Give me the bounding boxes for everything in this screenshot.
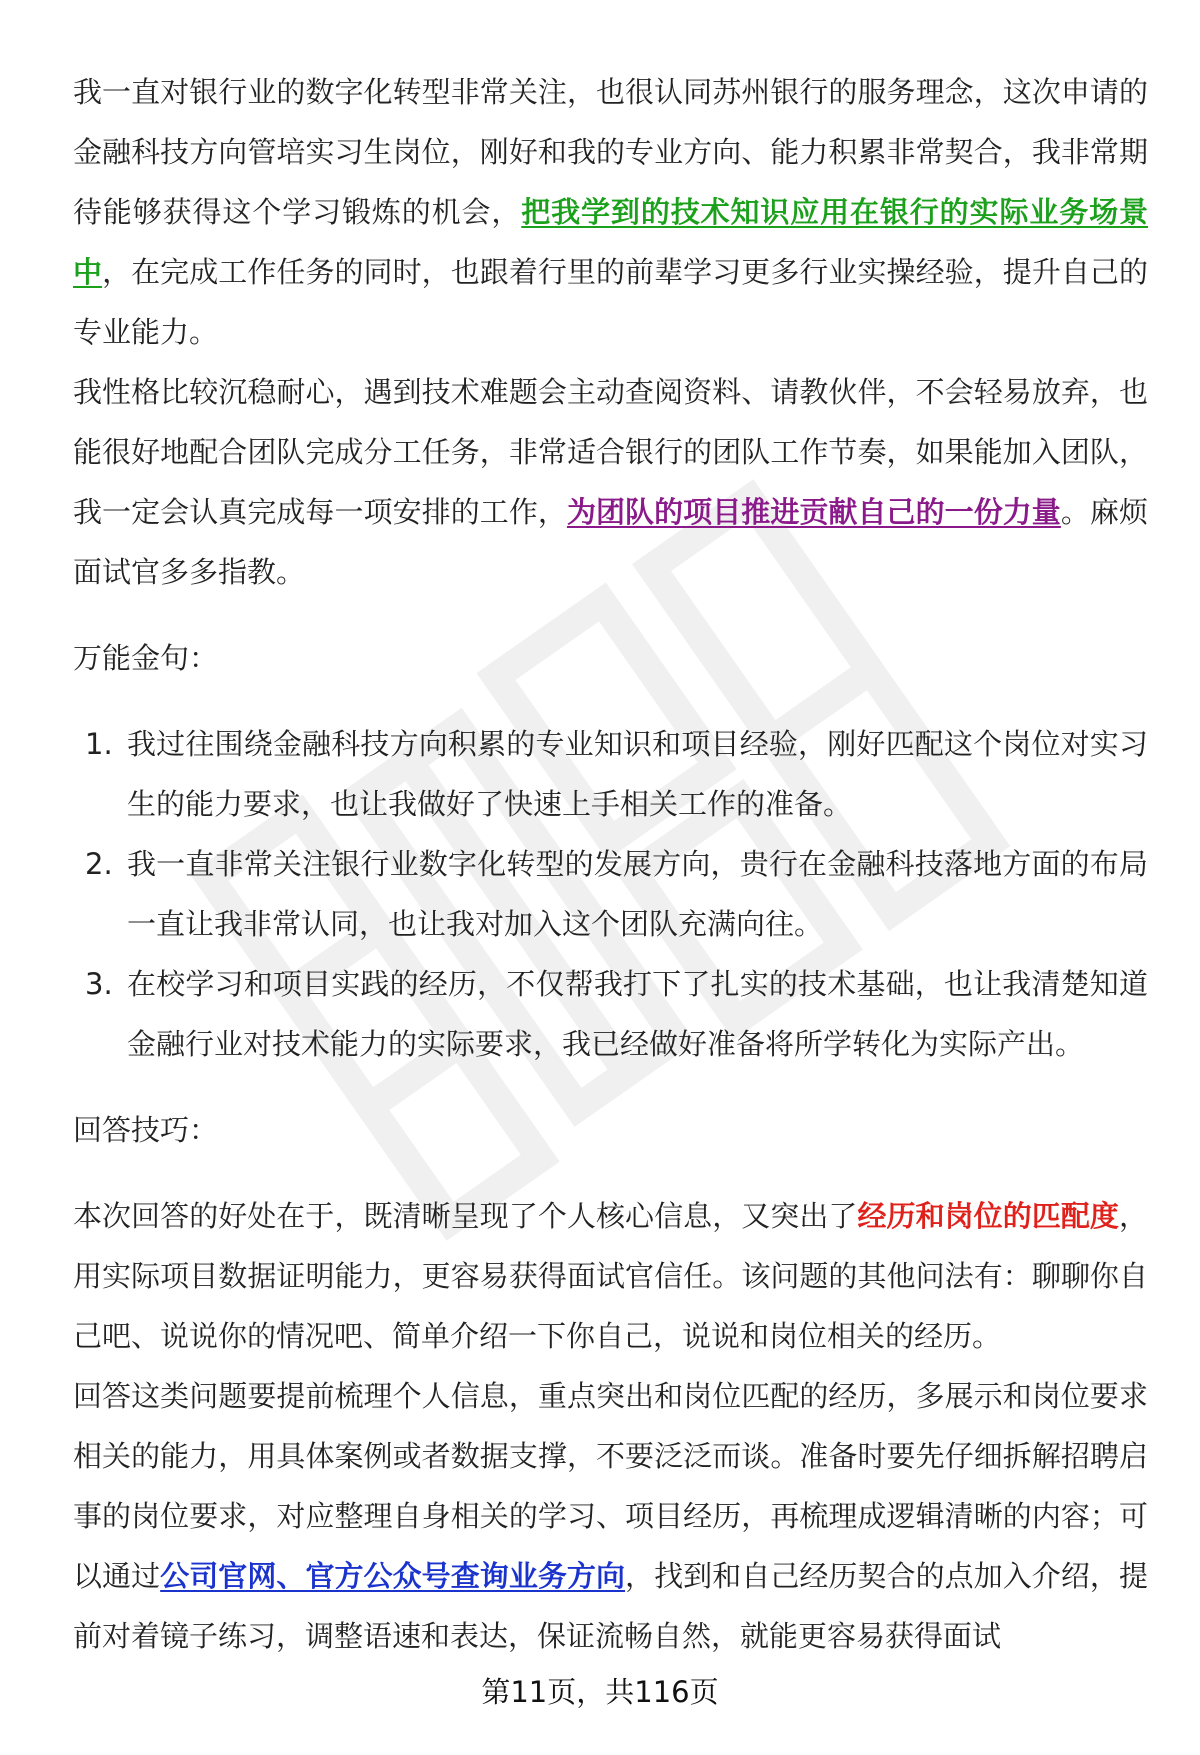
golden-sentences-list <box>73 714 1148 1074</box>
page-number: 第11页，共116页 <box>481 1675 719 1709</box>
highlight-green: 把我学到的技术知识应用在银行的实际业务场景中 <box>73 195 1148 289</box>
intro-paragraph-1: 我一直对银行业的数字化转型非常关注，也很认同苏州银行的服务理念，这次申请的金融科技方向管培实习生岗位，刚好和我的专业方向、能力积累非常契合，我非常期待能够获得这个学习锻炼的机会，把我学到的技术知识应用在银行的实际业务场景中，在完成工作任务的同时，也跟着行里的前辈学习更多行业实操经验，提升自己的专业能力。 <box>73 75 1148 349</box>
highlight-purple: 为团队的项目推进贡献自己的一份力量 <box>566 495 1061 529</box>
list-item: 1. 我过往围绕金融科技方向积累的专业知识和项目经验，刚好匹配这个岗位对实习生的能力要求，也让我做好了快速上手相关工作的准备。 <box>85 727 1148 821</box>
intro-paragraph-2: 我性格比较沉稳耐心，遇到技术难题会主动查阅资料、请教伙伴，不会轻易放弃，也能很好地配合团队完成分工任务，非常适合银行的团队工作节奏，如果能加入团队，我一定会认真完成每一项安排的工作，为团队的项目推进贡献自己的一份力量。麻烦面试官多多指教。 <box>73 375 1148 589</box>
tips-paragraph-1: 本次回答的好处在于，既清晰呈现了个人核心信息，又突出了经历和岗位的匹配度，用实际项目数据证明能力，更容易获得面试官信任。该问题的其他问法有：聊聊你自己吧、说说你的情况吧、简单介绍一下你自己，说说和岗位相关的经历。 <box>73 1199 1148 1353</box>
highlight-red: 经历和岗位的匹配度 <box>857 1199 1119 1233</box>
list-item: 3. 在校学习和项目实践的经历，不仅帮我打下了扎实的技术基础，也让我清楚知道金融行业对技术能力的实际要求，我已经做好准备将所学转化为实际产出。 <box>85 967 1148 1061</box>
highlight-blue: 公司官网、官方公众号查询业务方向 <box>160 1559 626 1593</box>
golden-sentences-label: 万能金句： <box>73 641 219 675</box>
list-item: 2. 我一直非常关注银行业数字化转型的发展方向，贵行在金融科技落地方面的布局一直让我非常认同，也让我对加入这个团队充满向往。 <box>85 847 1148 941</box>
tips-label: 回答技巧： <box>73 1113 219 1147</box>
document-body <box>73 62 1148 1666</box>
tips-paragraph-2: 回答这类问题要提前梳理个人信息，重点突出和岗位匹配的经历，多展示和岗位要求相关的能力，用具体案例或者数据支撑，不要泛泛而谈。准备时要先仔细拆解招聘启事的岗位要求，对应整理自身相关的学习、项目经历，再梳理成逻辑清晰的内容；可以通过公司官网、官方公众号查询业务方向，找到和自己经历契合的点加入介绍，提前对着镜子练习，调整语速和表达，保证流畅自然，就能更容易获得面试 <box>73 1379 1148 1653</box>
